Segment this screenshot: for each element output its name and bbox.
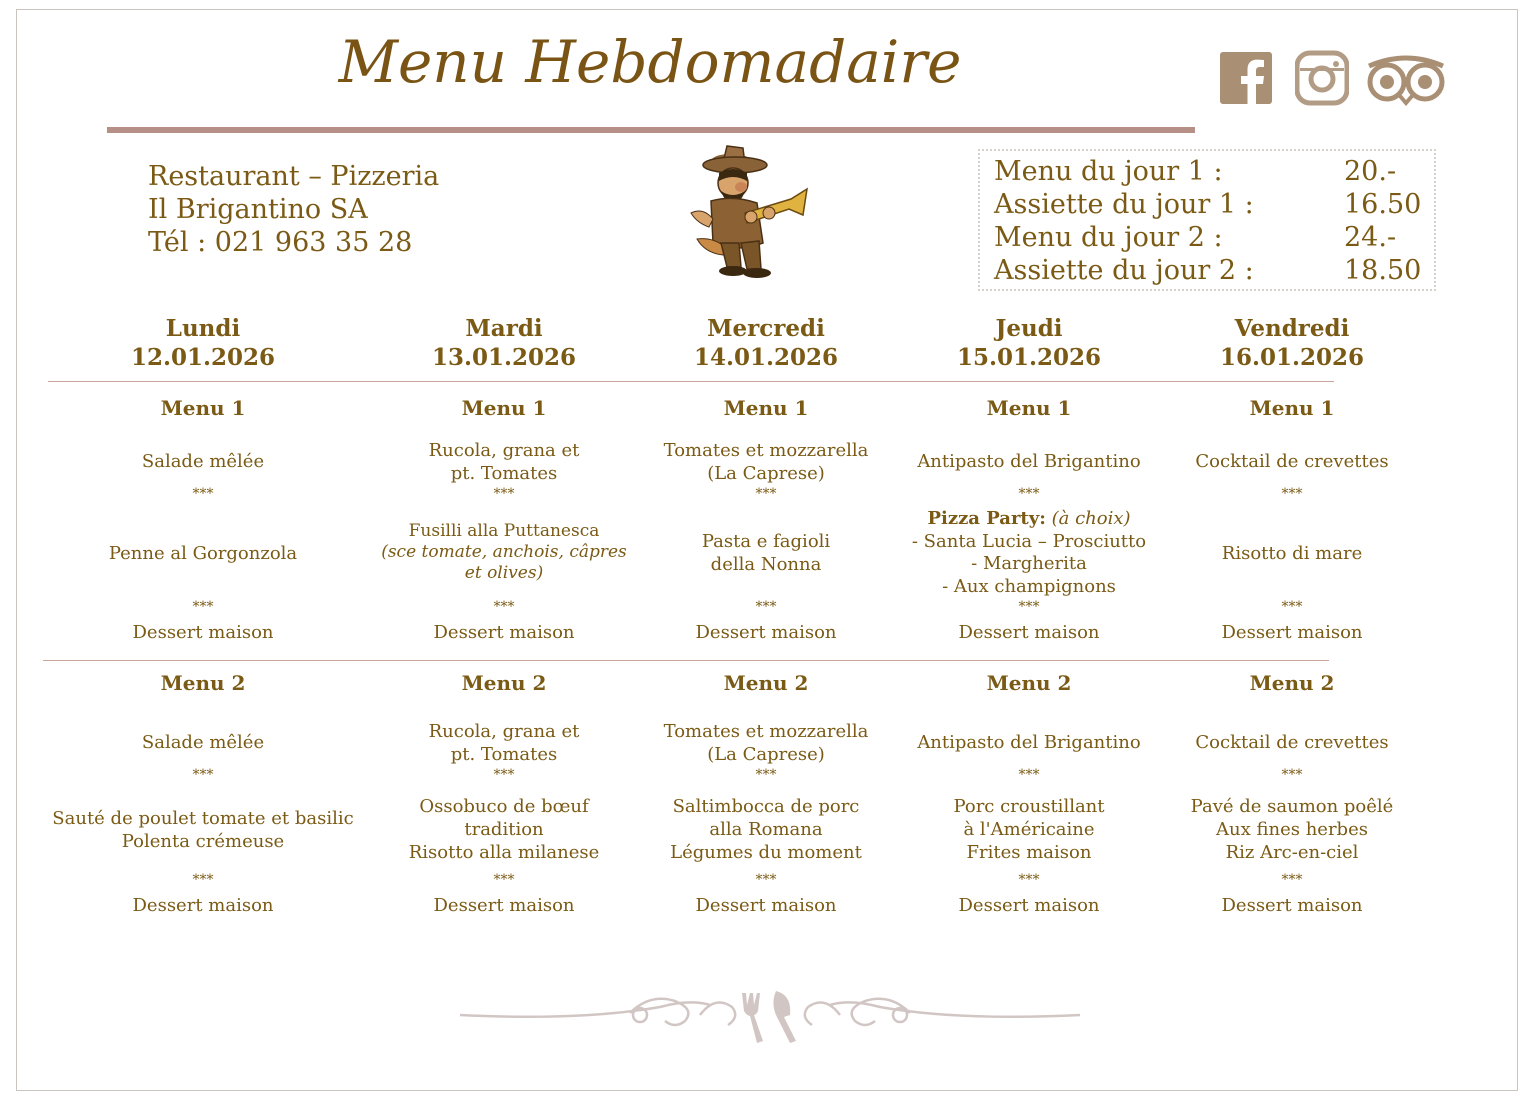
dish-line: (La Caprese) [707,744,825,765]
menu2-dessert: Dessert maison [1221,895,1363,916]
menu2-starter [48,731,358,754]
menu2-heading: Menu 2 [160,671,246,695]
course-separator: *** [1281,872,1303,888]
menu2-main [48,807,358,853]
day-name: Mardi [465,315,543,342]
dish-line: Riz Arc-en-ciel [1225,842,1359,863]
dish-line: Porc croustillant [953,796,1105,817]
day-header-lundi [53,314,353,372]
day-header-mercredi [616,314,916,372]
course-separator: *** [1018,599,1040,615]
facebook-icon[interactable] [1220,50,1272,106]
course-separator: *** [1281,486,1303,502]
course-separator: *** [192,599,214,615]
menu1-heading: Menu 1 [1249,396,1335,420]
course-separator: *** [1018,872,1040,888]
price-row [994,156,1420,189]
dish-line: - Margherita [971,553,1087,574]
fork-knife-ornament-icon [460,985,1080,1045]
menu1-dessert: Dessert maison [695,622,837,643]
day-date: 12.01.2026 [130,344,276,371]
price-value: 24.- [1344,222,1397,253]
dish-line: Aux fines herbes [1216,819,1368,840]
price-row [994,222,1420,255]
dish-title: Pizza Party: [927,508,1046,529]
course-separator: *** [493,599,515,615]
price-row [994,189,1420,222]
dish-title-note: (à choix) [1051,508,1131,529]
menu2-heading: Menu 2 [723,671,809,695]
dish-line: Ossobuco de bœuf [419,796,589,817]
dish-line: Pasta e fagioli [701,531,831,552]
course-separator: *** [1018,767,1040,783]
price-value: 20.- [1344,156,1397,187]
dish-line: Rucola, grana et [428,440,580,461]
price-list [978,149,1436,291]
dish-line: Tomates et mozzarella [663,721,869,742]
restaurant-name: Il Brigantino SA [148,194,368,225]
day-date: 15.01.2026 [956,344,1102,371]
course-separator: *** [1018,486,1040,502]
dish-line: Salade mêlée [141,732,265,753]
dish-line: Risotto di mare [1221,543,1363,564]
menu2-heading: Menu 2 [1249,671,1335,695]
instagram-icon[interactable] [1295,50,1349,106]
menu1-starter [48,450,358,473]
dish-line: - Aux champignons [942,575,1116,597]
dish-line: Rucola, grana et [428,721,580,742]
price-label: Assiette du jour 1 : [994,189,1254,220]
day-name: Jeudi [995,315,1063,342]
menu-divider [43,660,1329,661]
course-separator: *** [1281,767,1303,783]
menu1-dessert: Dessert maison [958,622,1100,643]
dish-line: Cocktail de crevettes [1195,451,1389,472]
menu1-starter [1137,450,1447,473]
course-separator: *** [192,767,214,783]
day-date: 14.01.2026 [693,344,839,371]
restaurant-phone: Tél : 021 963 35 28 [148,227,413,258]
dish-note: et olives) [464,563,544,583]
dish-line: tradition [464,819,544,840]
header-divider [48,381,1334,382]
restaurant-info [148,160,439,259]
course-separator: *** [493,872,515,888]
day-name: Mercredi [707,315,825,342]
day-name: Lundi [165,315,241,342]
dish-line: Saltimbocca de porc [672,796,860,817]
price-label: Assiette du jour 2 : [994,255,1254,286]
menu2-dessert: Dessert maison [433,895,575,916]
dish-line: pt. Tomates [450,463,558,484]
dish-line: Antipasto del Brigantino [917,732,1141,753]
dish-line: Salade mêlée [141,451,265,472]
menu1-main [1137,542,1447,565]
menu1-heading: Menu 1 [461,396,547,420]
course-separator: *** [493,767,515,783]
price-row [994,255,1420,288]
price-label: Menu du jour 2 : [994,222,1223,253]
day-header-jeudi [879,314,1179,372]
dish-line: Polenta crémeuse [121,831,285,852]
course-separator: *** [755,599,777,615]
brigand-mascot-illustration [683,143,813,283]
dish-line: Légumes du moment [670,842,862,863]
dish-line: Fusilli alla Puttanesca [408,521,600,541]
menu1-dessert: Dessert maison [132,622,274,643]
menu2-dessert: Dessert maison [958,895,1100,916]
menu1-heading: Menu 1 [723,396,809,420]
price-value: 18.50 [1344,255,1422,286]
dish-line: pt. Tomates [450,744,558,765]
dish-line: Antipasto del Brigantino [917,451,1141,472]
dish-line: Risotto alla milanese [408,842,600,863]
menu2-main [1137,795,1447,864]
dish-line: Tomates et mozzarella [663,440,869,461]
dish-line: Cocktail de crevettes [1195,732,1389,753]
title-divider [107,127,1195,133]
menu2-dessert: Dessert maison [695,895,837,916]
day-header-vendredi [1142,314,1442,372]
course-separator: *** [493,486,515,502]
menu2-starter [1137,731,1447,754]
menu1-heading: Menu 1 [986,396,1072,420]
price-label: Menu du jour 1 : [994,156,1223,187]
dish-line: Frites maison [966,842,1092,863]
dish-line: della Nonna [710,554,822,575]
day-date: 13.01.2026 [431,344,577,371]
menu2-dessert: Dessert maison [132,895,274,916]
course-separator: *** [755,872,777,888]
menu1-dessert: Dessert maison [433,622,575,643]
day-name: Vendredi [1234,315,1350,342]
dish-line: Pavé de saumon poêlé [1190,796,1394,817]
restaurant-type: Restaurant – Pizzeria [148,161,440,192]
page-title: Menu Hebdomadaire [338,28,962,96]
tripadvisor-icon[interactable] [1365,50,1447,106]
day-date: 16.01.2026 [1219,344,1365,371]
dish-title-line [874,508,1184,531]
menu2-heading: Menu 2 [461,671,547,695]
dish-note: (sce tomate, anchois, câpres [381,542,627,562]
dish-line: Penne al Gorgonzola [108,543,298,564]
menu2-heading: Menu 2 [986,671,1072,695]
dish-line: alla Romana [709,819,823,840]
menu1-heading: Menu 1 [160,396,246,420]
course-separator: *** [1281,599,1303,615]
course-separator: *** [755,767,777,783]
menu1-main [48,542,358,565]
menu1-dessert: Dessert maison [1221,622,1363,643]
dish-line: (La Caprese) [707,463,825,484]
course-separator: *** [755,486,777,502]
dish-line: - Santa Lucia – Prosciutto [911,530,1147,552]
course-separator: *** [192,872,214,888]
dish-line: Sauté de poulet tomate et basilic [52,808,354,829]
dish-line: à l'Américaine [963,819,1095,840]
price-value: 16.50 [1344,189,1422,220]
course-separator: *** [192,486,214,502]
day-header-mardi [354,314,654,372]
